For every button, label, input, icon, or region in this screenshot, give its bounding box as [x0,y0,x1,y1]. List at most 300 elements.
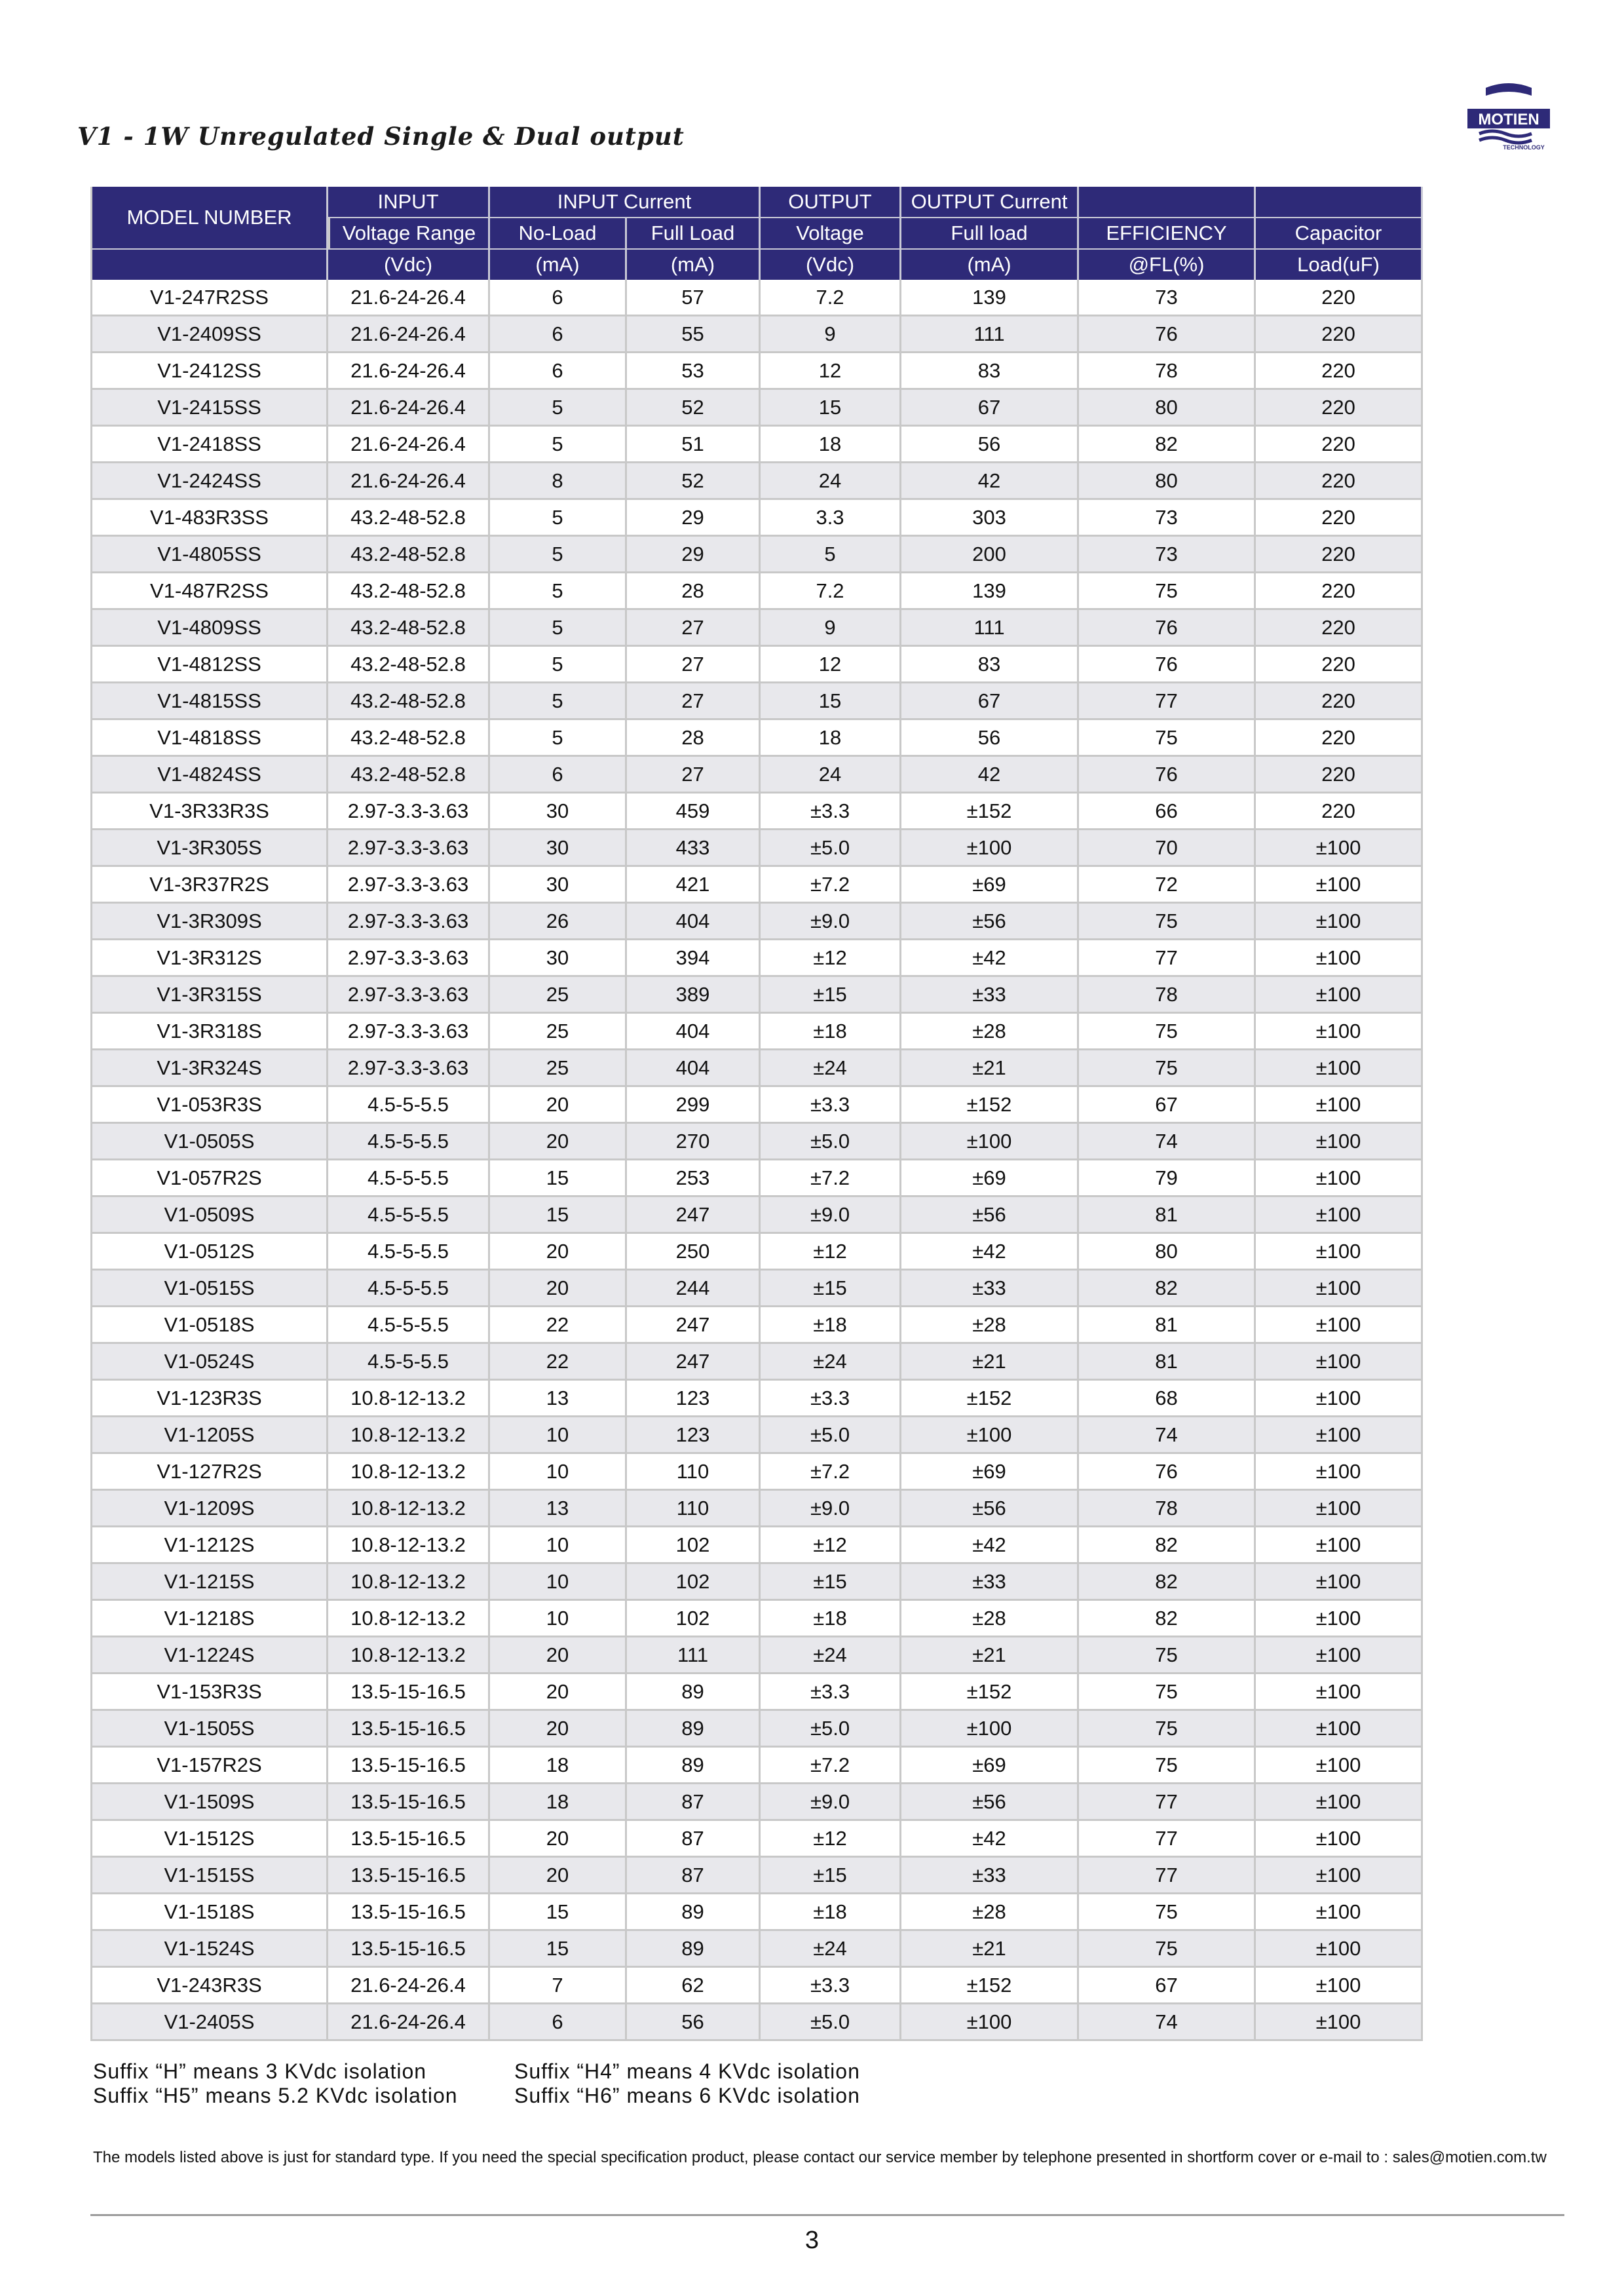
cell-output-current: ±28 [901,1307,1079,1344]
cell-capacitor: ±100 [1256,1527,1423,1564]
cell-capacitor: ±100 [1256,1637,1423,1674]
cell-output-current: ±42 [901,1821,1079,1858]
cell-output-voltage: ±3.3 [761,1968,901,2004]
cell-no-load: 5 [490,500,627,537]
cell-output-voltage: ±24 [761,1931,901,1968]
cell-output-voltage: ±3.3 [761,1674,901,1711]
cell-efficiency: 76 [1079,316,1256,353]
cell-efficiency: 79 [1079,1160,1256,1197]
cell-efficiency: 75 [1079,1711,1256,1748]
cell-full-load: 53 [627,353,761,390]
cell-full-load: 389 [627,977,761,1014]
table-row [90,904,1423,940]
cell-model-number: V1-487R2SS [90,573,328,610]
cell-model-number: V1-1209S [90,1491,328,1527]
cell-efficiency: 77 [1079,683,1256,720]
cell-model-number: V1-1224S [90,1637,328,1674]
cell-full-load: 111 [627,1637,761,1674]
cell-voltage-range: 4.5-5-5.5 [328,1087,490,1124]
cell-capacitor: 220 [1256,610,1423,647]
header-capacitor: Capacitor [1256,218,1423,250]
cell-capacitor: ±100 [1256,1381,1423,1417]
cell-efficiency: 78 [1079,977,1256,1014]
cell-no-load: 30 [490,794,627,830]
cell-output-voltage: ±3.3 [761,1087,901,1124]
cell-no-load: 5 [490,537,627,573]
cell-no-load: 13 [490,1491,627,1527]
cell-voltage-range: 21.6-24-26.4 [328,280,490,316]
table-row [90,1858,1423,1894]
table-row [90,610,1423,647]
footer-rule [90,2214,1564,2216]
cell-efficiency: 70 [1079,830,1256,867]
cell-capacitor: 220 [1256,537,1423,573]
cell-voltage-range: 43.2-48-52.8 [328,757,490,794]
cell-efficiency: 73 [1079,537,1256,573]
cell-model-number: V1-483R3SS [90,500,328,537]
cell-no-load: 10 [490,1454,627,1491]
cell-output-voltage: 12 [761,647,901,683]
cell-full-load: 123 [627,1417,761,1454]
cell-capacitor: 220 [1256,390,1423,427]
cell-output-voltage: ±12 [761,1234,901,1271]
table-row [90,1491,1423,1527]
cell-efficiency: 78 [1079,353,1256,390]
cell-model-number: V1-1205S [90,1417,328,1454]
cell-no-load: 7 [490,1968,627,2004]
cell-model-number: V1-4812SS [90,647,328,683]
cell-efficiency: 80 [1079,390,1256,427]
table-row [90,316,1423,353]
table-row [90,1124,1423,1160]
cell-output-current: ±152 [901,1674,1079,1711]
cell-capacitor: ±100 [1256,1454,1423,1491]
cell-efficiency: 77 [1079,1858,1256,1894]
cell-voltage-range: 21.6-24-26.4 [328,390,490,427]
cell-output-voltage: 12 [761,353,901,390]
unit-efficiency: @FL(%) [1079,250,1256,280]
cell-full-load: 28 [627,720,761,757]
cell-voltage-range: 21.6-24-26.4 [328,463,490,500]
cell-output-current: 139 [901,573,1079,610]
table-row [90,1637,1423,1674]
table-row [90,1307,1423,1344]
cell-full-load: 52 [627,390,761,427]
table-row [90,537,1423,573]
cell-voltage-range: 2.97-3.3-3.63 [328,904,490,940]
cell-capacitor: ±100 [1256,1124,1423,1160]
cell-voltage-range: 13.5-15-16.5 [328,1784,490,1821]
cell-model-number: V1-1218S [90,1601,328,1637]
table-row [90,683,1423,720]
cell-full-load: 244 [627,1271,761,1307]
spec-table [90,187,1423,2041]
table-row [90,940,1423,977]
table-row [90,1968,1423,2004]
table-row [90,977,1423,1014]
cell-model-number: V1-1515S [90,1858,328,1894]
cell-efficiency: 76 [1079,610,1256,647]
table-row [90,573,1423,610]
cell-no-load: 5 [490,610,627,647]
cell-full-load: 27 [627,757,761,794]
cell-output-voltage: 24 [761,463,901,500]
table-row [90,1527,1423,1564]
cell-capacitor: ±100 [1256,904,1423,940]
cell-output-current: ±69 [901,1748,1079,1784]
table-row [90,830,1423,867]
table-body [90,280,1423,2041]
cell-output-current: ±33 [901,1564,1079,1601]
cell-full-load: 87 [627,1821,761,1858]
cell-capacitor: ±100 [1256,977,1423,1014]
cell-full-load: 247 [627,1307,761,1344]
table-row [90,1271,1423,1307]
cell-voltage-range: 2.97-3.3-3.63 [328,794,490,830]
cell-full-load: 404 [627,904,761,940]
cell-output-voltage: ±15 [761,1271,901,1307]
cell-voltage-range: 43.2-48-52.8 [328,647,490,683]
cell-no-load: 5 [490,647,627,683]
table-row [90,353,1423,390]
suffix-h5: Suffix “H5” means 5.2 KVdc isolation [93,2084,458,2107]
cell-capacitor: ±100 [1256,1050,1423,1087]
cell-no-load: 5 [490,720,627,757]
table-row [90,1197,1423,1234]
cell-voltage-range: 10.8-12-13.2 [328,1491,490,1527]
cell-output-voltage: 7.2 [761,280,901,316]
cell-model-number: V1-2405S [90,2004,328,2041]
suffix-h: Suffix “H” means 3 KVdc isolation [93,2059,427,2083]
cell-model-number: V1-053R3S [90,1087,328,1124]
cell-efficiency: 81 [1079,1197,1256,1234]
cell-no-load: 20 [490,1711,627,1748]
cell-output-current: 83 [901,647,1079,683]
cell-capacitor: 220 [1256,353,1423,390]
cell-capacitor: 220 [1256,647,1423,683]
cell-no-load: 20 [490,1271,627,1307]
cell-no-load: 22 [490,1307,627,1344]
cell-output-voltage: ±15 [761,977,901,1014]
cell-efficiency: 82 [1079,427,1256,463]
cell-voltage-range: 10.8-12-13.2 [328,1601,490,1637]
cell-output-voltage: 9 [761,316,901,353]
cell-full-load: 52 [627,463,761,500]
cell-output-current: ±28 [901,1601,1079,1637]
cell-full-load: 89 [627,1711,761,1748]
cell-voltage-range: 43.2-48-52.8 [328,573,490,610]
table-row [90,500,1423,537]
cell-output-current: ±152 [901,1087,1079,1124]
cell-capacitor: ±100 [1256,940,1423,977]
cell-capacitor: ±100 [1256,1197,1423,1234]
cell-model-number: V1-3R312S [90,940,328,977]
cell-efficiency: 74 [1079,1124,1256,1160]
cell-full-load: 110 [627,1454,761,1491]
cell-no-load: 20 [490,1674,627,1711]
cell-efficiency: 75 [1079,1050,1256,1087]
cell-no-load: 15 [490,1160,627,1197]
cell-output-voltage: ±24 [761,1637,901,1674]
cell-voltage-range: 2.97-3.3-3.63 [328,830,490,867]
cell-output-voltage: ±12 [761,940,901,977]
header-input: INPUT [328,187,490,218]
cell-output-current: ±56 [901,904,1079,940]
table-row [90,1234,1423,1271]
table-row [90,1821,1423,1858]
cell-no-load: 30 [490,867,627,904]
cell-no-load: 15 [490,1197,627,1234]
cell-output-current: ±69 [901,1454,1079,1491]
cell-full-load: 89 [627,1748,761,1784]
cell-no-load: 18 [490,1784,627,1821]
cell-capacitor: 220 [1256,794,1423,830]
suffix-h6: Suffix “H6” means 6 KVdc isolation [514,2084,860,2107]
cell-voltage-range: 10.8-12-13.2 [328,1637,490,1674]
cell-efficiency: 75 [1079,720,1256,757]
cell-full-load: 28 [627,573,761,610]
header-output-current: OUTPUT Current [901,187,1079,218]
cell-full-load: 27 [627,610,761,647]
table-row [90,1344,1423,1381]
cell-efficiency: 67 [1079,1087,1256,1124]
cell-model-number: V1-1212S [90,1527,328,1564]
cell-capacitor: ±100 [1256,1491,1423,1527]
cell-efficiency: 75 [1079,1014,1256,1050]
cell-output-current: 56 [901,720,1079,757]
cell-model-number: V1-1505S [90,1711,328,1748]
cell-model-number: V1-2424SS [90,463,328,500]
cell-efficiency: 67 [1079,1968,1256,2004]
cell-model-number: V1-3R315S [90,977,328,1014]
cell-full-load: 89 [627,1674,761,1711]
header-full-load-output: Full load [901,218,1079,250]
table-row [90,1931,1423,1968]
cell-no-load: 20 [490,1821,627,1858]
cell-output-voltage: ±5.0 [761,1417,901,1454]
cell-capacitor: 220 [1256,720,1423,757]
cell-model-number: V1-3R33R3S [90,794,328,830]
cell-efficiency: 82 [1079,1564,1256,1601]
cell-output-voltage: 24 [761,757,901,794]
table-row [90,390,1423,427]
cell-efficiency: 82 [1079,1601,1256,1637]
cell-efficiency: 75 [1079,1894,1256,1931]
cell-model-number: V1-3R305S [90,830,328,867]
cell-capacitor: ±100 [1256,1601,1423,1637]
cell-no-load: 6 [490,280,627,316]
cell-no-load: 10 [490,1527,627,1564]
cell-output-current: 42 [901,757,1079,794]
cell-output-voltage: ±18 [761,1894,901,1931]
table-row [90,1711,1423,1748]
cell-model-number: V1-2412SS [90,353,328,390]
cell-output-voltage: 7.2 [761,573,901,610]
cell-capacitor: ±100 [1256,1344,1423,1381]
cell-output-current: ±69 [901,1160,1079,1197]
cell-voltage-range: 4.5-5-5.5 [328,1234,490,1271]
cell-voltage-range: 10.8-12-13.2 [328,1417,490,1454]
cell-full-load: 57 [627,280,761,316]
cell-output-voltage: ±9.0 [761,1197,901,1234]
cell-no-load: 22 [490,1344,627,1381]
cell-full-load: 404 [627,1014,761,1050]
cell-output-current: 67 [901,683,1079,720]
cell-full-load: 87 [627,1784,761,1821]
cell-output-current: ±21 [901,1637,1079,1674]
cell-voltage-range: 10.8-12-13.2 [328,1527,490,1564]
cell-no-load: 26 [490,904,627,940]
cell-output-current: ±100 [901,1417,1079,1454]
cell-capacitor: ±100 [1256,2004,1423,2041]
table-row [90,1160,1423,1197]
cell-efficiency: 72 [1079,867,1256,904]
cell-voltage-range: 4.5-5-5.5 [328,1307,490,1344]
cell-capacitor: ±100 [1256,867,1423,904]
cell-output-current: ±56 [901,1784,1079,1821]
cell-full-load: 459 [627,794,761,830]
cell-capacitor: ±100 [1256,1858,1423,1894]
cell-output-voltage: ±15 [761,1858,901,1894]
cell-output-voltage: ±7.2 [761,1454,901,1491]
cell-capacitor: ±100 [1256,1271,1423,1307]
cell-voltage-range: 2.97-3.3-3.63 [328,1014,490,1050]
cell-voltage-range: 13.5-15-16.5 [328,1711,490,1748]
cell-no-load: 6 [490,757,627,794]
cell-model-number: V1-157R2S [90,1748,328,1784]
table-row [90,794,1423,830]
cell-model-number: V1-057R2S [90,1160,328,1197]
cell-efficiency: 75 [1079,904,1256,940]
cell-no-load: 20 [490,1124,627,1160]
cell-model-number: V1-153R3S [90,1674,328,1711]
header-output: OUTPUT [761,187,901,218]
cell-model-number: V1-3R309S [90,904,328,940]
header-empty-2 [1256,187,1423,218]
cell-output-voltage: ±7.2 [761,1748,901,1784]
cell-capacitor: 220 [1256,427,1423,463]
cell-efficiency: 76 [1079,647,1256,683]
cell-model-number: V1-0505S [90,1124,328,1160]
cell-no-load: 20 [490,1637,627,1674]
table-row [90,647,1423,683]
cell-efficiency: 78 [1079,1491,1256,1527]
table-row [90,757,1423,794]
cell-no-load: 10 [490,1417,627,1454]
cell-output-current: 67 [901,390,1079,427]
cell-efficiency: 77 [1079,940,1256,977]
cell-model-number: V1-4824SS [90,757,328,794]
cell-model-number: V1-1518S [90,1894,328,1931]
table-row [90,867,1423,904]
cell-output-voltage: 9 [761,610,901,647]
cell-output-voltage: ±18 [761,1014,901,1050]
cell-output-current: ±33 [901,1858,1079,1894]
cell-efficiency: 75 [1079,1748,1256,1784]
cell-model-number: V1-2418SS [90,427,328,463]
cell-no-load: 10 [490,1601,627,1637]
cell-full-load: 27 [627,683,761,720]
cell-capacitor: ±100 [1256,1087,1423,1124]
cell-efficiency: 77 [1079,1784,1256,1821]
cell-no-load: 18 [490,1748,627,1784]
cell-output-voltage: ±5.0 [761,1124,901,1160]
cell-voltage-range: 13.5-15-16.5 [328,1931,490,1968]
header-empty-1 [1079,187,1256,218]
header-no-load: No-Load [490,218,627,250]
table-row [90,1417,1423,1454]
cell-output-current: ±100 [901,830,1079,867]
cell-capacitor: ±100 [1256,1417,1423,1454]
cell-no-load: 20 [490,1234,627,1271]
cell-no-load: 25 [490,1014,627,1050]
cell-full-load: 404 [627,1050,761,1087]
cell-capacitor: 220 [1256,757,1423,794]
cell-no-load: 5 [490,683,627,720]
cell-full-load: 250 [627,1234,761,1271]
cell-full-load: 55 [627,316,761,353]
cell-capacitor: 220 [1256,500,1423,537]
cell-no-load: 6 [490,353,627,390]
cell-output-voltage: ±18 [761,1307,901,1344]
cell-output-current: ±69 [901,867,1079,904]
cell-model-number: V1-0524S [90,1344,328,1381]
cell-full-load: 102 [627,1527,761,1564]
cell-full-load: 299 [627,1087,761,1124]
cell-model-number: V1-2409SS [90,316,328,353]
cell-efficiency: 73 [1079,500,1256,537]
cell-voltage-range: 43.2-48-52.8 [328,720,490,757]
cell-full-load: 102 [627,1601,761,1637]
cell-efficiency: 77 [1079,1821,1256,1858]
cell-efficiency: 75 [1079,1674,1256,1711]
cell-capacitor: 220 [1256,463,1423,500]
cell-full-load: 29 [627,537,761,573]
cell-full-load: 62 [627,1968,761,2004]
cell-output-current: 83 [901,353,1079,390]
cell-model-number: V1-4805SS [90,537,328,573]
cell-output-voltage: ±15 [761,1564,901,1601]
cell-no-load: 10 [490,1564,627,1601]
table-row [90,463,1423,500]
table-row [90,1454,1423,1491]
cell-capacitor: ±100 [1256,1234,1423,1271]
table-row [90,1894,1423,1931]
cell-voltage-range: 43.2-48-52.8 [328,500,490,537]
table-row [90,1014,1423,1050]
table-row [90,1674,1423,1711]
cell-voltage-range: 2.97-3.3-3.63 [328,940,490,977]
cell-voltage-range: 13.5-15-16.5 [328,1821,490,1858]
table-row [90,1087,1423,1124]
cell-no-load: 30 [490,940,627,977]
cell-output-current: 111 [901,316,1079,353]
cell-efficiency: 74 [1079,1417,1256,1454]
header-model-unit-blank [90,250,328,280]
cell-no-load: 15 [490,1931,627,1968]
cell-full-load: 253 [627,1160,761,1197]
footnote: The models listed above is just for standard type. If you need the special specification product, please contact our service member by telephone presented in shortform cover or e-mail to : sales@motien.com.tw [93,2149,1547,2166]
cell-voltage-range: 21.6-24-26.4 [328,316,490,353]
cell-output-voltage: ±7.2 [761,867,901,904]
motien-logo [1466,81,1551,153]
cell-efficiency: 81 [1079,1344,1256,1381]
cell-output-current: ±152 [901,1968,1079,2004]
cell-efficiency: 75 [1079,573,1256,610]
cell-capacitor: ±100 [1256,1014,1423,1050]
cell-model-number: V1-4809SS [90,610,328,647]
cell-capacitor: ±100 [1256,1160,1423,1197]
